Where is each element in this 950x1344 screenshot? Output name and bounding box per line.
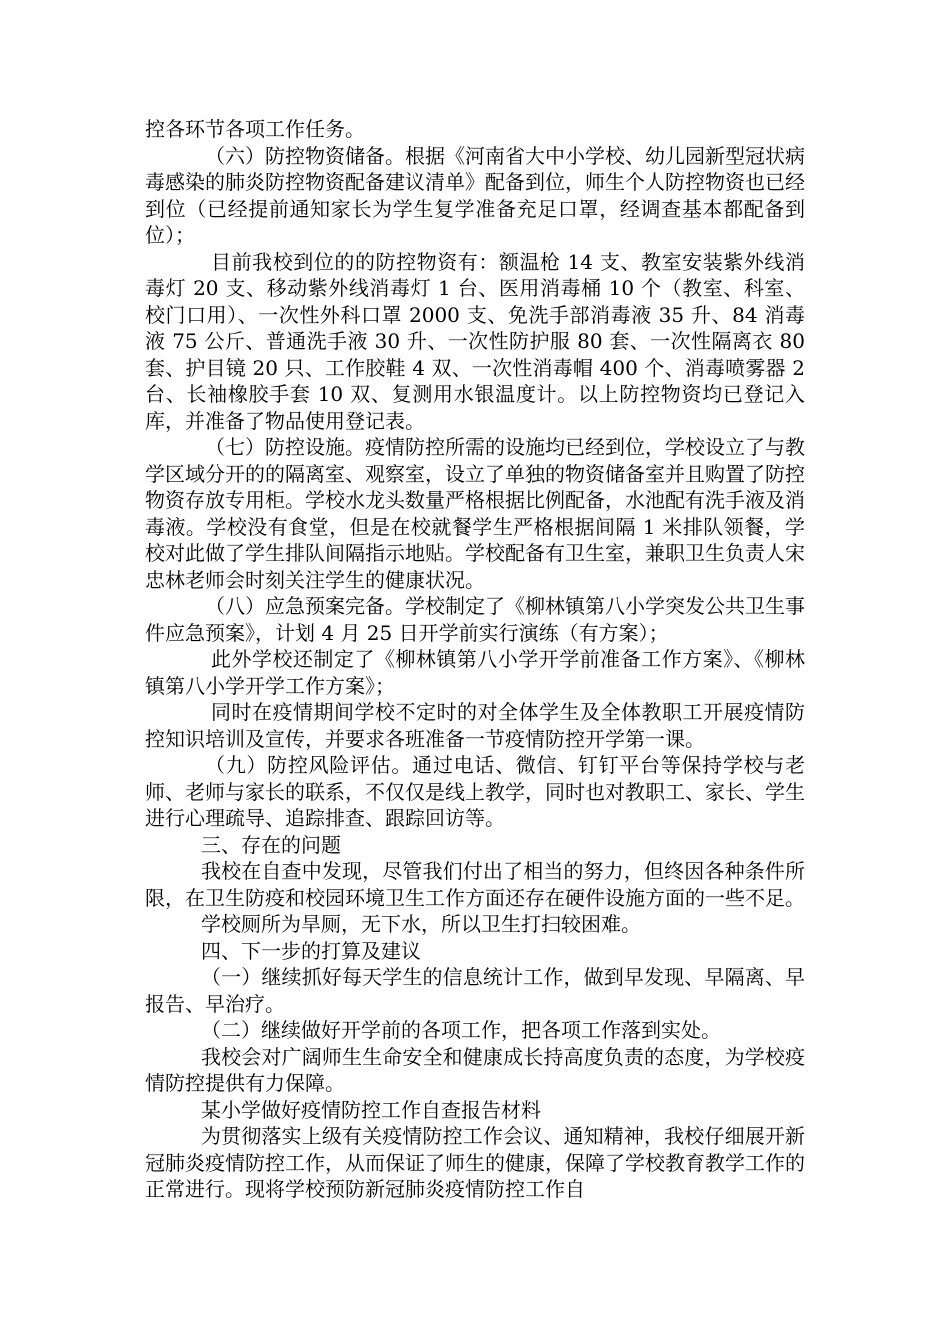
paragraph-emergency-plan: （八）应急预案完备。学校制定了《柳林镇第八小学突发公共卫生事件应急预案》，计划 4 月 25 日开学前实行演练（有方案）； xyxy=(145,594,805,645)
paragraph-next-step-1: （一）继续抓好每天学生的信息统计工作，做到早发现、早隔离、早报告、早治疗。 xyxy=(145,965,805,1016)
paragraph-risk-assessment: （九）防控风险评估。通过电话、微信、钉钉平台等保持学校与老师、老师与家长的联系，不仅仅是线上教学，同时也对教职工、家长、学生进行心理疏导、追踪排查、跟踪回访等。 xyxy=(145,753,805,830)
paragraph-facilities: （七）防控设施。疫情防控所需的设施均已经到位，学校设立了与教学区域分开的的隔离室、观察室，设立了单独的物资储备室并且购置了防控物资存放专用柜。学校水龙头数量严格根据比例配备，水池配有洗手液及消毒液。学校没有食堂，但是在校就餐学生严格根据间隔 1 米排队领餐，学校对此做了学生排队间隔指示地贴。学校配备有卫生室，兼职卫生负责人宋忠林老师会时刻关注学生的健康状况。 xyxy=(145,435,805,592)
paragraph-next-step-2: （二）继续做好开学前的各项工作，把各项工作落到实处。 xyxy=(201,1018,721,1042)
section-heading-problems: 三、存在的问题 xyxy=(201,832,341,857)
paragraph-problems: 我校在自查中发现，尽管我们付出了相当的努力，但终因各种条件所限，在卫生防疫和校园环境卫生工作方面还存在硬件设施方面的一些不足。 xyxy=(145,859,805,910)
document-body xyxy=(145,116,805,1203)
paragraph-work-plans: 此外学校还制定了《柳林镇第八小学开学前准备工作方案》、《柳林镇第八小学开学工作方案》； xyxy=(145,647,805,698)
second-report-title: 某小学做好疫情防控工作自查报告材料 xyxy=(201,1097,541,1122)
paragraph-intro-tail: 控各环节各项工作任务。 xyxy=(145,117,365,141)
paragraph-toilet: 学校厕所为旱厕，无下水，所以卫生打扫较困难。 xyxy=(201,912,641,936)
paragraph-commitment: 我校会对广阔师生生命安全和健康成长持高度负责的态度，为学校疫情防控提供有力保障。 xyxy=(145,1044,805,1095)
paragraph-training: 同时在疫情期间学校不定时的对全体学生及全体教职工开展疫情防控知识培训及宣传，并要求各班准备一节疫情防控开学第一课。 xyxy=(145,700,805,751)
paragraph-supplies-list: 目前我校到位的的防控物资有：额温枪 14 支、教室安装紫外线消毒灯 20 支、移动紫外线消毒灯 1 台、医用消毒桶 10 个（教室、科室、校门口用）、一次性外科口罩 2000 支、免洗手部消毒液 35 升、84 消毒液 75 公斤、普通洗手液 30 升、一次性防护服 80 套、一次性隔离衣 80 套、护目镜 20 只、工作胶鞋 4 双、一次性消毒帽 400 个、消毒喷雾器 2 台、长袖橡胶手套 10 双、复测用水银温度计。以上防控物资均已登记入库，并准备了物品使用登记表。 xyxy=(145,249,805,433)
section-heading-next-steps: 四、下一步的打算及建议 xyxy=(201,938,421,963)
paragraph-supplies-reserve: （六）防控物资储备。根据《河南省大中小学校、幼儿园新型冠状病毒感染的肺炎防控物资配备建议清单》配备到位，师生个人防控物资也已经到位（已经提前通知家长为学生复学准备充足口罩，经调查基本都配备到位）； xyxy=(145,143,805,247)
paragraph-second-intro: 为贯彻落实上级有关疫情防控工作会议、通知精神，我校仔细展开新冠肺炎疫情防控工作，从而保证了师生的健康，保障了学校教育教学工作的正常进行。现将学校预防新冠肺炎疫情防控工作自 xyxy=(145,1124,805,1201)
